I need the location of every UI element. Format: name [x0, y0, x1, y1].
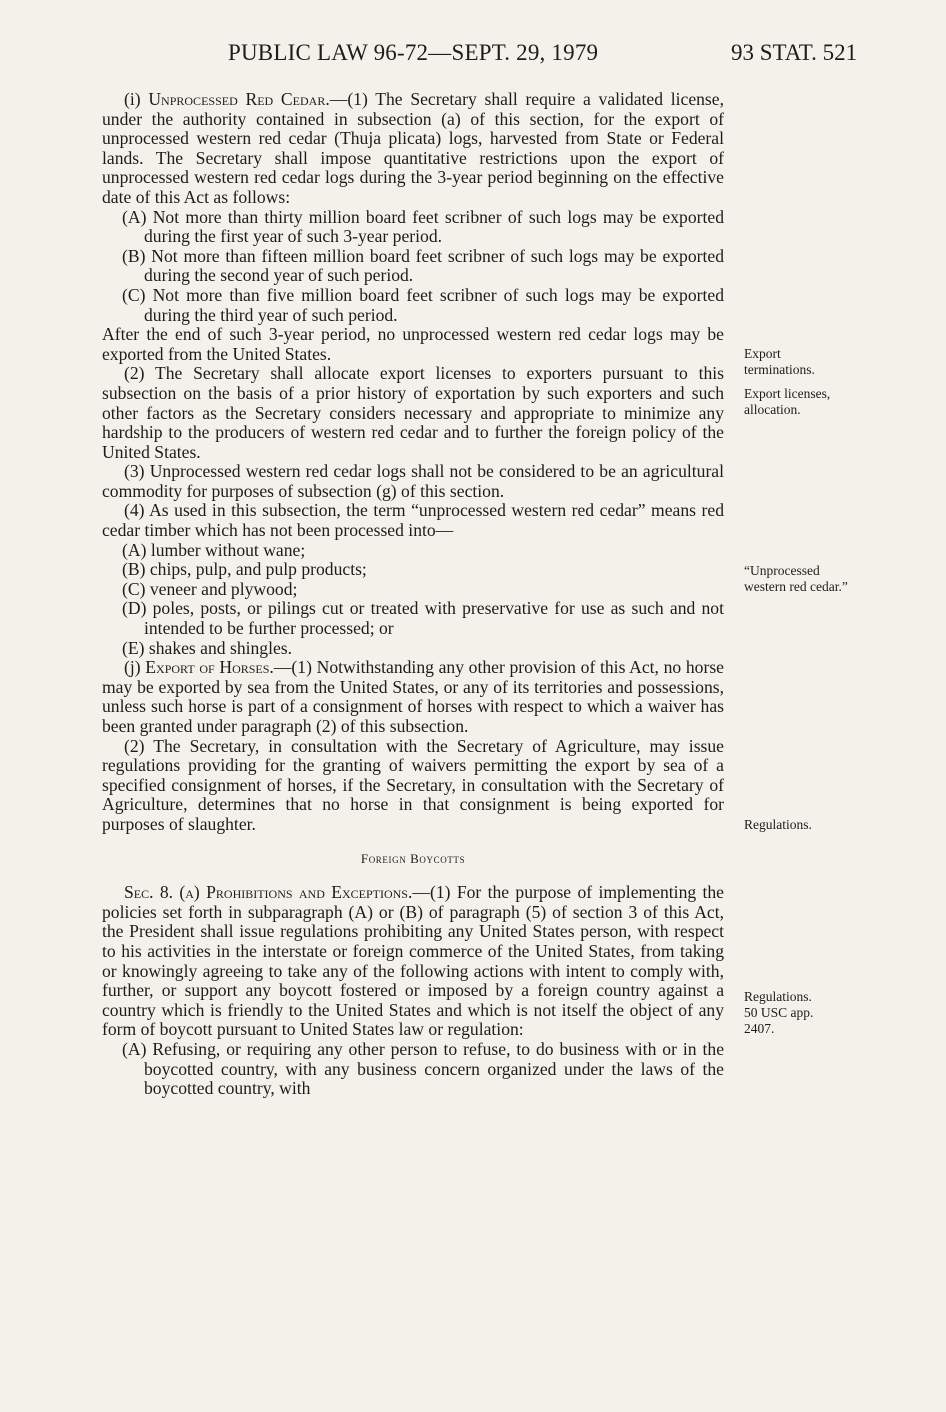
subsection-i-paragraph [102, 90, 724, 208]
definition-item-b: (B) chips, pulp, and pulp products; [122, 559, 367, 580]
section-8-paragraph [102, 883, 724, 1040]
margin-note-usc-citation: 50 USC app. 2407. [744, 1005, 814, 1036]
subsection-j-text: —(1) Notwithstanding any other provision of this Act, no horse may be exported by sea from the United States, or any of its territories and possessions, unless such horse is part of a consignment of horses with respect to which a waiver has been granted under paragraph (2) of this subsection. [102, 657, 724, 736]
main-text-column [102, 90, 724, 1099]
margin-note-regulations: Regulations. [744, 817, 812, 832]
definition-item-a: (A) lumber without wane; [122, 539, 306, 560]
subsection-i-item-b: (B) Not more than fifteen million board feet scribner of such logs may be exported during the second year of such period. [122, 245, 724, 286]
definition-item-c: (C) veneer and plywood; [122, 578, 298, 599]
subsection-i-paragraph-2: (2) The Secretary shall allocate export licenses to exporters pursuant to this subsection on the basis of a prior history of exportation by such exporters and such other factors as the Secretary considers necessary and appropriate to minimize any hardship to the producers of western red cedar and to further the foreign policy of the United States. [102, 363, 724, 462]
section-8-item-a: (A) Refusing, or requiring any other person to refuse, to do business with or in the boycotted country, with any business concern organized under the laws of the boycotted country, with [122, 1038, 724, 1099]
subsection-i-label: (i) [124, 89, 149, 109]
section-8-label: Sec. 8. (a) [124, 882, 207, 903]
margin-note-regulations-sec8: Regulations. [744, 989, 812, 1004]
page-running-title: PUBLIC LAW 96-72—SEPT. 29, 1979 [228, 40, 599, 65]
section-heading: Foreign Boycotts [360, 850, 466, 866]
page-header [0, 40, 946, 72]
section-8-caption: Prohibitions and Exceptions. [206, 882, 413, 903]
statute-page-number: 93 STAT. 521 [731, 40, 858, 65]
subsection-i-item-a: (A) Not more than thirty million board feet scribner of such logs may be exported during the first year of such 3-year period. [122, 206, 724, 247]
subsection-i-caption: Unprocessed Red Cedar. [148, 89, 330, 109]
definition-item-e: (E) shakes and shingles. [122, 637, 293, 658]
subsection-i-paragraph-3: (3) Unprocessed western red cedar logs shall not be considered to be an agricultural commodity for purposes of subsection (g) of this section. [102, 461, 724, 501]
subsection-j-caption: Export of Horses. [145, 657, 274, 678]
subsection-j-label: (j) [124, 657, 146, 678]
subsection-i-after-period: After the end of such 3-year period, no unprocessed western red cedar logs may be exported from the United States. [102, 324, 724, 364]
subsection-i-text: —(1) The Secretary shall require a validated license, under the authority contained in subsection (a) of this section, for the export of unprocessed western red cedar (Thuja plicata) logs, harvested from State or Federal lands. The Secretary shall impose quantitative restrictions upon the export of unprocessed western red cedar logs during the 3-year period beginning on the effective date of this Act as follows: [102, 89, 724, 207]
margin-note-export-licenses: Export licenses, allocation. [744, 386, 831, 417]
subsection-j-paragraph-2: (2) The Secretary, in consultation with the Secretary of Agriculture, may issue regulations providing for the granting of waivers permitting the export by sea of a specified consignment of horses, if the Secretary, in consultation with the Secretary of Agriculture, determines that no horse in that consignment is being exported for purposes of slaughter. [102, 735, 724, 834]
subsection-i-paragraph-4: (4) As used in this subsection, the term “unprocessed western red cedar” means red cedar timber which has not been processed into— [102, 500, 724, 541]
subsection-j-paragraph [102, 658, 724, 736]
margin-note-export-terminations: Export terminations. [744, 346, 815, 377]
section-8-text: —(1) For the purpose of implementing the policies set forth in subparagraph (A) or (B) of paragraph (5) of section 3 of this Act, the President shall issue regulations prohibiting any United States person, with respect to his activities in the interstate or foreign commerce of the United States, from taking or knowingly agreeing to take any of the following actions with intent to comply with, further, or support any boycott fostered or imposed by a foreign country against a country which is friendly to the United States and which is not itself the object of any form of boycott pursuant to United States law or regulation: [102, 882, 724, 1040]
subsection-i-item-c: (C) Not more than five million board feet scribner of such logs may be exported during the third year of such period. [122, 284, 724, 325]
definition-item-d: (D) poles, posts, or pilings cut or treated with preservative for use as such and not intended to be further processed; or [122, 598, 724, 639]
margin-note-unprocessed-definition: “Unprocessed western red cedar.” [744, 563, 848, 594]
